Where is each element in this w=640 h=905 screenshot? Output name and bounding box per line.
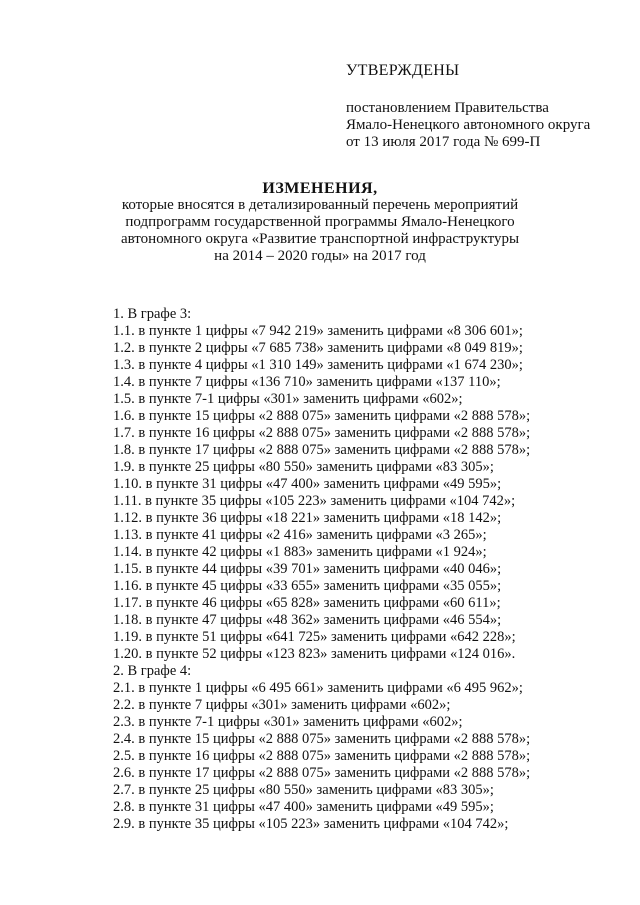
amendment-item: 2.5. в пункте 16 цифры «2 888 075» заменить цифрами «2 888 578»; (113, 748, 531, 764)
amendment-item: 1.1. в пункте 1 цифры «7 942 219» заменить цифрами «8 306 601»; (113, 323, 523, 339)
amendment-item: 2.1. в пункте 1 цифры «6 495 661» заменить цифрами «6 495 962»; (113, 680, 523, 696)
amendment-item: 1. В графе 3: (113, 306, 192, 322)
approval-block (346, 62, 590, 151)
amendment-item: 1.17. в пункте 46 цифры «65 828» заменить цифрами «60 611»; (113, 595, 501, 611)
amendment-item: 1.6. в пункте 15 цифры «2 888 075» заменить цифрами «2 888 578»; (113, 408, 531, 424)
heading-line: которые вносятся в детализированный перечень мероприятий (121, 197, 519, 213)
amendment-item: 2.6. в пункте 17 цифры «2 888 075» заменить цифрами «2 888 578»; (113, 765, 531, 781)
amendment-item: 1.11. в пункте 35 цифры «105 223» заменить цифрами «104 742»; (113, 493, 516, 509)
amendment-item: 1.4. в пункте 7 цифры «136 710» заменить цифрами «137 110»; (113, 374, 501, 390)
heading-line: автономного округа «Развитие транспортной инфраструктуры (120, 231, 520, 247)
amendment-item: 1.9. в пункте 25 цифры «80 550» заменить цифрами «83 305»; (113, 459, 494, 475)
amendment-item: 1.18. в пункте 47 цифры «48 362» заменить цифрами «46 554»; (113, 612, 502, 628)
heading-line: подпрограмм государственной программы Ямало-Ненецкого (125, 214, 515, 230)
amendment-item: 1.19. в пункте 51 цифры «641 725» заменить цифрами «642 228»; (113, 629, 516, 645)
amendment-item: 1.7. в пункте 16 цифры «2 888 075» заменить цифрами «2 888 578»; (113, 425, 531, 441)
amendment-item: 1.15. в пункте 44 цифры «39 701» заменить цифрами «40 046»; (113, 561, 502, 577)
amendment-item: 1.5. в пункте 7-1 цифры «301» заменить цифрами «602»; (113, 391, 463, 407)
heading-title: ИЗМЕНЕНИЯ, (262, 180, 378, 197)
amendment-item: 1.10. в пункте 31 цифры «47 400» заменить цифрами «49 595»; (113, 476, 502, 492)
amendment-item: 2.3. в пункте 7-1 цифры «301» заменить цифрами «602»; (113, 714, 463, 730)
amendment-item: 2.8. в пункте 31 цифры «47 400» заменить цифрами «49 595»; (113, 799, 494, 815)
amendment-item: 2.2. в пункте 7 цифры «301» заменить цифрами «602»; (113, 697, 451, 713)
amendment-item: 1.20. в пункте 52 цифры «123 823» заменить цифрами «124 016». (113, 646, 516, 662)
amendment-item: 2. В графе 4: (113, 663, 192, 679)
approval-line: Ямало-Ненецкого автономного округа (346, 117, 591, 133)
approval-line: постановлением Правительства (346, 100, 549, 116)
amendment-item: 2.4. в пункте 15 цифры «2 888 075» заменить цифрами «2 888 578»; (113, 731, 531, 747)
approval-title: УТВЕРЖДЕНЫ (346, 62, 460, 79)
amendment-item: 1.8. в пункте 17 цифры «2 888 075» заменить цифрами «2 888 578»; (113, 442, 531, 458)
amendment-item: 1.12. в пункте 36 цифры «18 221» заменить цифрами «18 142»; (113, 510, 502, 526)
amendment-item: 1.13. в пункте 41 цифры «2 416» заменить цифрами «3 265»; (113, 527, 487, 543)
amendments-list (113, 306, 530, 833)
amendment-item: 2.7. в пункте 25 цифры «80 550» заменить цифрами «83 305»; (113, 782, 494, 798)
document-heading (90, 180, 550, 265)
amendment-item: 1.2. в пункте 2 цифры «7 685 738» заменить цифрами «8 049 819»; (113, 340, 523, 356)
amendment-item: 1.16. в пункте 45 цифры «33 655» заменить цифрами «35 055»; (113, 578, 502, 594)
amendment-item: 1.14. в пункте 42 цифры «1 883» заменить цифрами «1 924»; (113, 544, 487, 560)
approval-line: от 13 июля 2017 года № 699-П (346, 134, 541, 150)
amendment-item: 2.9. в пункте 35 цифры «105 223» заменить цифрами «104 742»; (113, 816, 509, 832)
amendment-item: 1.3. в пункте 4 цифры «1 310 149» заменить цифрами «1 674 230»; (113, 357, 523, 373)
heading-line: на 2014 – 2020 годы» на 2017 год (214, 248, 426, 264)
